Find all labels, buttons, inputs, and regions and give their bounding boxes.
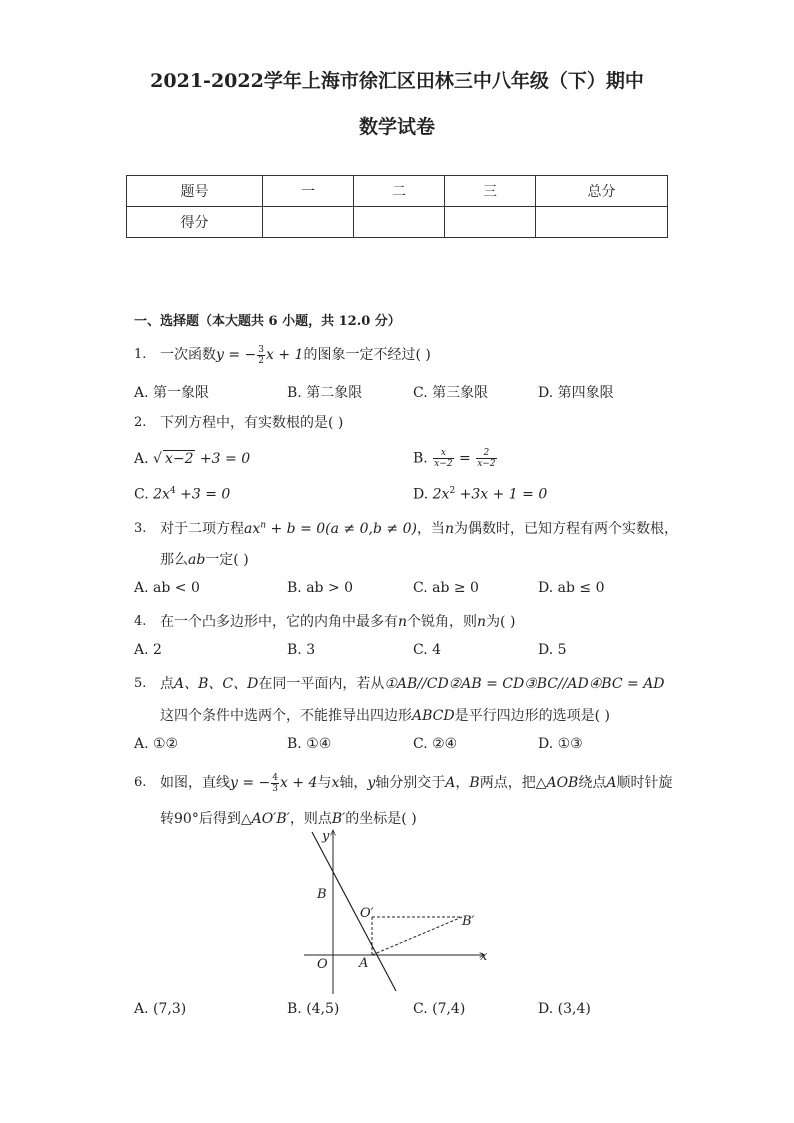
label-x: x (480, 949, 488, 964)
q2-b-num1: x (433, 448, 453, 459)
q4-stem (160, 611, 515, 631)
q3-number: 3. (134, 521, 147, 536)
q6-l1-mid5: 绕点 (578, 775, 607, 791)
q2-option-b-label: B. (413, 450, 428, 467)
q1-expr-a: y = − (216, 347, 257, 363)
q2-b-den2: x−2 (477, 459, 496, 469)
q2-b-num2: 2 (476, 448, 496, 459)
q1-fraction (257, 345, 265, 366)
q2-option-a-rest: +3 = 0 (195, 451, 251, 467)
q2-d-b: +3x + 1 = 0 (455, 486, 548, 503)
q6-l2-pre: 转90°后得到 (160, 811, 241, 827)
q1-option-b[interactable]: B. 第二象限 (287, 385, 363, 401)
q3-l1-math: ax (244, 521, 261, 537)
q6-option-a[interactable]: A. (7,3) (134, 1001, 187, 1017)
label-o-prime: O′ (360, 906, 374, 921)
q5-option-c[interactable]: C. ②④ (413, 736, 458, 752)
q4-option-c[interactable]: C. 4 (413, 642, 442, 658)
header-cell-part-2: 二 (354, 176, 445, 207)
q2-option-c-label: C. (134, 486, 149, 503)
q3-l1-exp: n (260, 520, 267, 531)
score-cell-part-1 (263, 207, 354, 238)
q6-l1-b: B (469, 775, 480, 791)
q2-option-a[interactable]: A. √ x−2 +3 = 0 (134, 451, 251, 467)
label-o: O (317, 957, 328, 972)
q1-pre: 一次函数 (160, 347, 216, 363)
q6-l1-mid: 与 (317, 775, 332, 791)
q5-option-d[interactable]: D. ①③ (538, 736, 583, 752)
score-table-header-row (127, 176, 668, 207)
q5-l1-pts: A、B、C、D (174, 676, 259, 692)
q2-d-exp: 2 (449, 486, 456, 496)
q6-fraction (271, 773, 279, 794)
score-cell-total (536, 207, 668, 238)
q3-l2-pre: 那么 (160, 552, 188, 568)
q3-l1-post: ，当 (416, 521, 445, 537)
header-cell-total: 总分 (536, 176, 668, 207)
q5-number: 5. (134, 676, 147, 691)
score-row-label: 得分 (127, 207, 263, 238)
section-heading-choice: 一、选择题（本大题共 6 小题，共 12.0 分） (134, 314, 401, 329)
q3-option-b[interactable]: B. ab > 0 (287, 580, 354, 596)
q2-stem: 下列方程中，有实数根的是( ) (160, 415, 344, 431)
header-cell-part-1: 一 (263, 176, 354, 207)
q6-l1-comma: ， (455, 775, 470, 791)
score-table (126, 175, 668, 238)
q2-c-exp: 4 (169, 486, 176, 496)
q6-l2-tri: △AO′B′ (240, 811, 290, 827)
q6-l1-mid4: 两点，把 (479, 775, 536, 791)
label-a: A (359, 956, 369, 971)
q6-l1-expr-a: y = − (230, 775, 271, 791)
header-cell-part-3: 三 (445, 176, 536, 207)
q4-post: 个锐角，则 (407, 614, 478, 630)
q2-option-a-radicand: x−2 (164, 451, 194, 467)
q1-number: 1. (134, 347, 147, 362)
q1-stem (160, 344, 431, 366)
exam-title-line2: 数学试卷 (358, 116, 435, 138)
q3-l1-pre: 对于二项方程 (160, 521, 244, 537)
q6-stem-line1 (160, 772, 672, 794)
q6-l2-post: 的坐标是( ) (345, 811, 417, 827)
q6-l1-a: A (445, 775, 456, 791)
q4-option-a[interactable]: A. 2 (134, 642, 162, 658)
q4-n2: n (477, 614, 487, 630)
q5-l2-abcd: ABCD (412, 708, 455, 724)
label-b-prime: B′ (462, 914, 475, 929)
q2-c-b: +3 = 0 (175, 486, 231, 503)
q5-l1-pre: 点 (160, 676, 174, 692)
q1-frac-num: 3 (258, 344, 265, 355)
q1-option-a[interactable]: A. 第一象限 (134, 385, 210, 401)
q2-number: 2. (134, 415, 147, 430)
q6-l1-pre: 如图，直线 (160, 775, 230, 791)
q3-l1-post2: 为偶数时，已知方程有两个实数根， (453, 521, 678, 537)
q2-b-eq: = (454, 450, 476, 467)
q4-post2: 为( ) (486, 614, 516, 630)
q2-c-a: 2x (153, 486, 170, 503)
q3-option-c[interactable]: C. ab ≥ 0 (413, 580, 479, 596)
q3-stem-line2 (160, 549, 249, 569)
q5-l1-conds: ①AB//CD②AB = CD③BC//AD④BC = AD (384, 676, 665, 692)
q6-option-d[interactable]: D. (3,4) (538, 1001, 591, 1017)
q6-l1-tri: △AOB (535, 775, 579, 791)
q6-l1-end: 顺时针旋 (616, 775, 673, 791)
q4-n: n (398, 614, 408, 630)
segment-a-b1 (372, 917, 462, 955)
q3-option-a[interactable]: A. ab < 0 (134, 580, 200, 596)
header-cell-question-number: 题号 (127, 176, 263, 207)
q1-option-c[interactable]: C. 第三象限 (413, 385, 489, 401)
q2-option-a-label: A. (134, 451, 149, 467)
q2-option-c[interactable] (134, 486, 230, 503)
q2-option-d[interactable] (413, 486, 547, 503)
score-cell-part-2 (354, 207, 445, 238)
q6-l2-b: B′ (331, 811, 346, 827)
q5-stem-line1 (160, 673, 665, 693)
q4-option-d[interactable]: D. 5 (538, 642, 567, 658)
q2-d-a: 2x (432, 486, 450, 503)
q6-figure (290, 822, 510, 1002)
q2-option-d-label: D. (413, 486, 429, 503)
q3-l1-n: n (444, 521, 454, 537)
q1-expr-b: x + 1 (266, 347, 304, 363)
q3-stem-line1 (160, 518, 678, 538)
q6-l2-mid: ，则点 (289, 811, 332, 827)
q2-option-b-frac1 (433, 448, 453, 469)
score-cell-part-3 (445, 207, 536, 238)
q6-option-c[interactable]: C. (7,4) (413, 1001, 466, 1017)
q6-frac-den: 3 (272, 783, 279, 794)
q2-b-den1: x−2 (434, 459, 453, 469)
q1-frac-den: 2 (258, 355, 265, 366)
q6-l1-mid3: 轴分别交于 (375, 775, 446, 791)
q2-option-b-frac2 (476, 448, 496, 469)
q6-frac-num: 4 (272, 772, 279, 783)
q5-l2-pre: 这四个条件中选两个，不能推导出四边形 (160, 708, 412, 724)
q4-option-b[interactable]: B. 3 (287, 642, 316, 658)
label-y: y (322, 829, 330, 844)
q6-option-b[interactable]: B. (4,5) (287, 1001, 340, 1017)
q1-post: 的图象一定不经过( ) (303, 347, 431, 363)
q3-l2-post: 一定( ) (205, 552, 249, 568)
q5-l1-mid: 在同一平面内，若从 (258, 676, 385, 692)
q3-option-d[interactable]: D. ab ≤ 0 (538, 580, 605, 596)
q6-l1-mid2: 轴， (339, 775, 368, 791)
q1-option-d[interactable]: D. 第四象限 (538, 385, 614, 401)
label-b: B (317, 887, 327, 902)
q6-l1-x: x (331, 775, 340, 791)
q3-l2-ab: ab (188, 552, 206, 568)
q6-l1-y: y (367, 775, 376, 791)
q3-l1-math2: + b = 0(a ≠ 0,b ≠ 0) (266, 521, 417, 537)
score-table-score-row (127, 207, 668, 238)
q4-pre: 在一个凸多边形中，它的内角中最多有 (160, 614, 398, 630)
q5-stem-line2 (160, 705, 610, 725)
q6-l1-expr-b: x + 4 (280, 775, 318, 791)
q5-l2-post: 是平行四边形的选项是( ) (454, 708, 610, 724)
q6-l1-a2: A (606, 775, 617, 791)
q5-option-b[interactable]: B. ①④ (287, 736, 332, 752)
q6-number: 6. (134, 775, 147, 790)
q2-option-b[interactable] (413, 448, 498, 469)
exam-title-line1: 2021-2022学年上海市徐汇区田林三中八年级（下）期中 (150, 70, 644, 92)
q4-number: 4. (134, 614, 147, 629)
q5-option-a[interactable]: A. ①② (134, 736, 179, 752)
